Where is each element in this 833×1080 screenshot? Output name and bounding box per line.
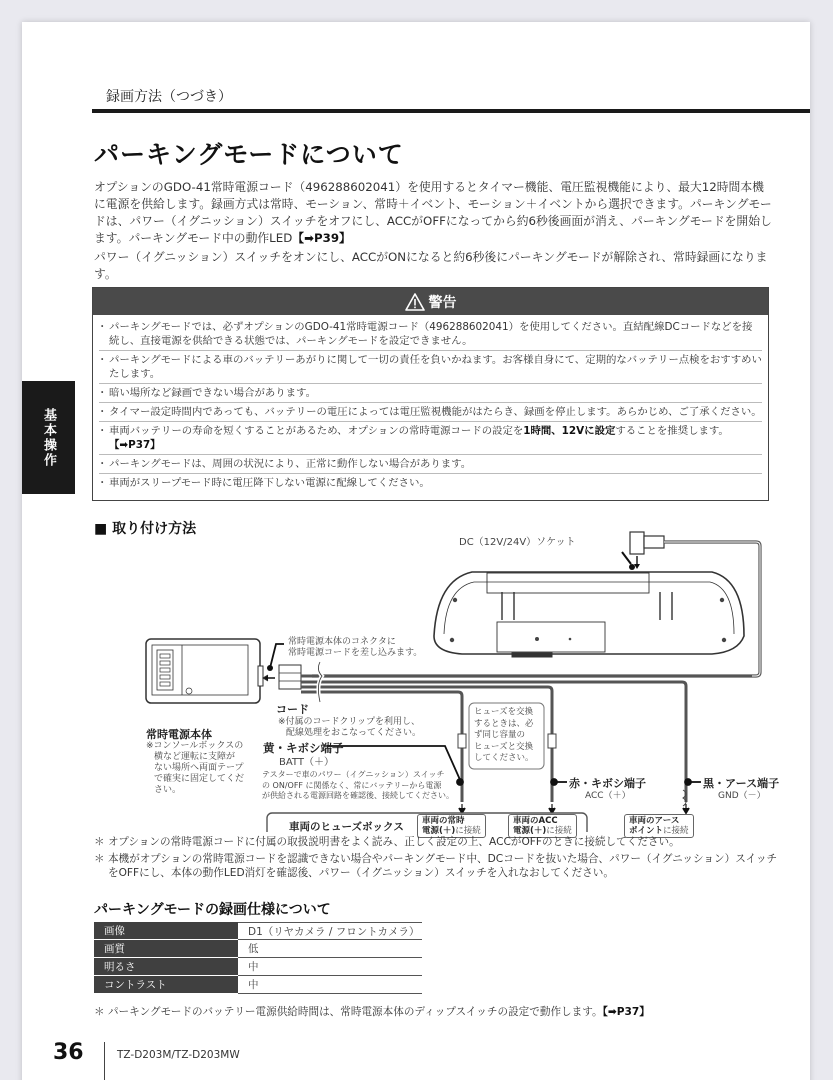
footer-divider	[104, 1042, 105, 1080]
manual-page	[22, 22, 810, 1080]
warning-list	[93, 315, 768, 492]
warning-item: ・ 暗い場所など録画できない場合があります。	[99, 384, 762, 403]
warning-header	[93, 288, 768, 315]
connect-gnd-line: 車両のアース	[629, 816, 680, 826]
note-item: ＊ 本機がオプションの常時電源コードを認識できない場合やパーキングモード中、DCコードを抜いた場合、パワー（イグニッション）スイッチをOFFにし、本体の動作LED消灯を確認後、パワー（イグニッション）スイッチを入れなおしてください。	[94, 853, 778, 879]
warning-item: ・ タイマー設定時間内であっても、バッテリーの電圧によっては電圧監視機能がはたらき、録画を停止します。あらかじめ、ご了承ください。	[99, 403, 762, 422]
section-rule	[92, 109, 810, 113]
power-unit-label: 常時電源本体	[146, 728, 212, 741]
wiring-diagram	[112, 512, 780, 836]
spec-value: 中	[238, 958, 422, 976]
fuse-note-line: ヒューズを交換	[474, 707, 534, 717]
spec-key: コントラスト	[94, 976, 238, 994]
install-heading: ■ 取り付け方法	[94, 521, 197, 537]
connect-gnd-line: ポイント	[629, 826, 664, 836]
warning-item: ・ パーキングモードは、周囲の状況により、正常に動作しない場合があります。	[99, 455, 762, 474]
warning-item	[99, 422, 762, 455]
spec-key: 画像	[94, 922, 238, 940]
fuse-note-line: ず同じ容量の	[474, 730, 526, 740]
connect-acc-line: に接続	[546, 826, 572, 836]
power-unit-note-line: 横など運転に支障が	[154, 752, 236, 762]
page-number: 36	[53, 1040, 84, 1065]
section-heading: 録画方法（つづき）	[106, 89, 232, 105]
cord-note	[278, 717, 421, 739]
fuse-note-line: するときは、必	[474, 718, 534, 729]
page-ref-link[interactable]: 【➡P37】	[109, 439, 161, 451]
red-terminal-sub: ACC（＋）	[585, 791, 631, 801]
power-unit-note-line: ない場所へ両面テープ	[154, 763, 244, 773]
notes	[94, 835, 784, 883]
power-unit-note-line: で確実に固定してくだ	[154, 774, 245, 784]
fuse-note-line: ヒューズと交換	[474, 741, 534, 752]
yellow-terminal-sub: BATT（＋）	[279, 757, 334, 768]
warning-item: ・ パーキングモードでは、必ずオプションのGDO-41常時電源コード（496288602041）を使用してください。直結配線DCコードなどを接続し、直接電源を供給できる状態では、パーキングモードを設定できません。	[99, 318, 762, 351]
fuse-note	[474, 707, 534, 765]
power-unit-note	[146, 741, 244, 796]
cord-note-line: ※付属のコードクリップを利用し、	[278, 717, 421, 727]
page-title: パーキングモードについて	[94, 140, 404, 169]
power-unit-note-line: さい。	[154, 785, 182, 795]
yellow-terminal-note	[262, 770, 454, 802]
connector-note-line: 常時電源コードを差し込みます。	[288, 648, 423, 658]
mirror-icon	[434, 572, 744, 657]
connect-gnd-line: に接続	[663, 826, 689, 836]
power-unit-icon	[146, 639, 263, 703]
power-unit-note-line: ※コンソールボックスの	[146, 741, 244, 751]
connect-acc-line: 車両のACC	[513, 816, 558, 826]
spec-key: 明るさ	[94, 958, 238, 976]
warning-item: ・ 車両がスリープモード時に電圧降下しない電源に配線してください。	[99, 474, 762, 492]
connect-batt-line: 車両の常時	[422, 816, 465, 826]
intro-paragraph-1: オプションのGDO-41常時電源コード（496288602041）を使用するとタイマー機能、電圧監視機能により、最大12時間本機に電源を供給します。録画方式は常時、モーション、常時＋イベント、モーション＋イベントから選択できます。パーキングモードは、パワー（イグニッション）スイッチをオフにし、ACCがOFFになってから約6秒後画面が消え、パーキングモードを開始します。パーキングモード中の動作LED	[94, 180, 772, 245]
warning-item-text: 車両バッテリーの寿命を短くすることがあるため、オプションの常時電源コードの設定を	[109, 425, 524, 437]
table-row	[94, 940, 422, 958]
cord-note-line: 配線処理をおこなってください。	[286, 728, 422, 738]
spec-table	[94, 922, 422, 994]
table-row	[94, 922, 422, 940]
red-terminal-label: 赤・キボシ端子	[569, 777, 646, 790]
dc-socket-label: DC（12V/24V）ソケット	[459, 537, 576, 548]
warning-item-text: することを推奨します。	[615, 425, 729, 437]
warning-box	[92, 287, 769, 501]
spec-heading: パーキングモードの録画仕様について	[94, 902, 331, 918]
spec-value: 低	[238, 940, 422, 958]
note-item: ＊ オプションの常時電源コードに付属の取扱説明書をよく読み、正しく設定の上、ACCがOFFのときに接続してください。	[94, 836, 680, 848]
yellow-terminal-label: 黄・キボシ端子	[263, 741, 344, 755]
chapter-tab[interactable]: 基本操作	[22, 381, 75, 494]
connector-note	[288, 637, 422, 659]
yellow-note-line: の ON/OFF に関係なく、常にバッテリーから電源	[262, 780, 442, 790]
fuse-note-line: してください。	[474, 753, 534, 763]
black-terminal-label: 黒・アース端子	[703, 777, 780, 790]
connector-note-line: 常時電源本体のコネクタに	[288, 637, 396, 647]
connect-batt-line: 電源(＋)	[422, 826, 456, 836]
page-ref-link[interactable]: 【➡P39】	[292, 231, 351, 245]
page-ref-link[interactable]: 【➡P37】	[602, 1006, 650, 1018]
footnote	[94, 1004, 650, 1019]
connect-acc-line: 電源(＋)	[513, 826, 547, 836]
intro-text	[94, 179, 774, 283]
intro-paragraph-2: パワー（イグニッション）スイッチをオンにし、ACCがONになると約6秒後にパーキングモードが解除され、常時録画になります。	[94, 250, 768, 281]
yellow-note-line: テスターで車のパワー（イグニッション）スイッチ	[262, 770, 445, 779]
warning-title: 警告	[428, 294, 457, 311]
footnote-text: ＊ パーキングモードのバッテリー電源供給時間は、常時電源本体のディップスイッチの設定で動作します。	[94, 1006, 603, 1018]
cord-label: コード	[276, 703, 309, 716]
spec-value: 中	[238, 976, 422, 994]
table-row	[94, 958, 422, 976]
table-row	[94, 976, 422, 994]
warning-item: ・ パーキングモードによる車のバッテリーあがりに関して一切の責任を負いかねます。お客様自身にて、定期的なバッテリー点検をおすすめいたします。	[99, 351, 762, 384]
warning-item-emphasis: 1時間、12Vに設定	[523, 425, 616, 437]
spec-value: D1（リヤカメラ / フロントカメラ）	[238, 922, 422, 940]
warning-triangle-icon	[405, 293, 425, 311]
model-name: TZ-D203M/TZ-D203MW	[117, 1049, 240, 1061]
connect-batt-line: に接続	[455, 826, 481, 836]
black-terminal-sub: GND（－）	[718, 791, 766, 801]
spec-key: 画質	[94, 940, 238, 958]
fuse-box-label: 車両のヒューズボックス	[289, 821, 404, 833]
yellow-note-line: が供給される電源回路を確認後、接続してください。	[262, 791, 454, 800]
